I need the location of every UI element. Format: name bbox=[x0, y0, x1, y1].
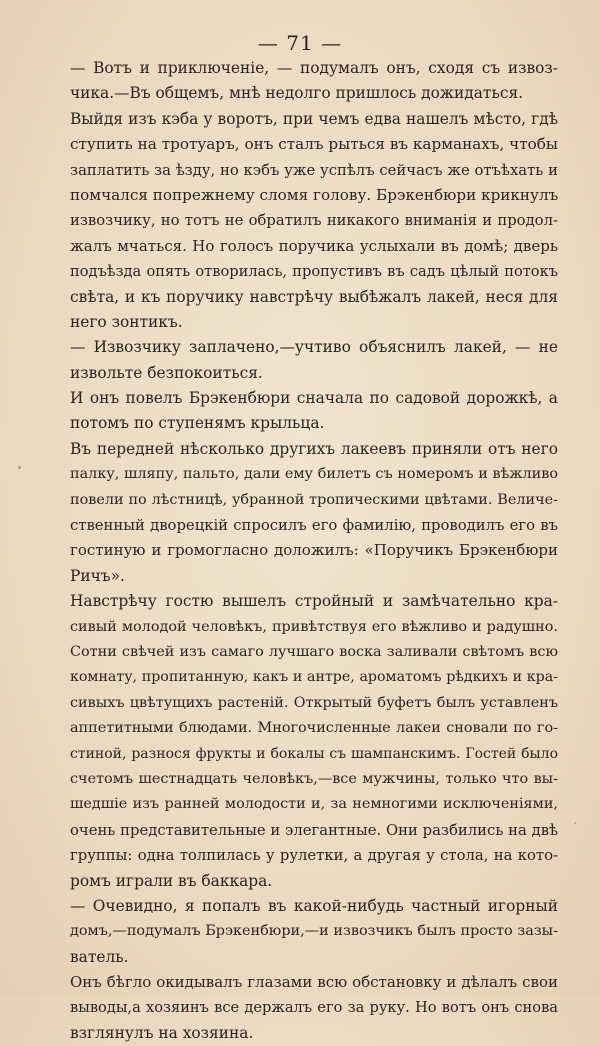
text-line: заплатить за ѣзду, но кэбъ уже успѣлъ сейчасъ же отъѣхать и bbox=[70, 161, 558, 179]
text-line: ватель. bbox=[70, 947, 129, 966]
text-line: сивый молодой человѣкъ, привѣтствуя его вѣжливо и радушно. bbox=[70, 618, 558, 635]
text-line: повели по лѣстницѣ, убранной тропическими цвѣтами. Величе- bbox=[70, 491, 558, 508]
text-line: помчался попрежнему сломя голову. Брэкенбюри крикнулъ bbox=[70, 185, 558, 204]
text-line: группы: одна толпилась у рулетки, а другая у стола, на кото- bbox=[70, 847, 558, 865]
text-line: счетомъ шестнадцать человѣкъ,—все мужчины, только что вы- bbox=[70, 770, 558, 787]
text-line: Навстрѣчу гостю вышелъ стройный и замѣчательно кра- bbox=[70, 592, 558, 611]
text-line: него зонтикъ. bbox=[70, 312, 183, 331]
text-line: извольте безпокоиться. bbox=[70, 363, 263, 382]
text-line: палку, шляпу, пальто, дали ему билетъ съ номеромъ и вѣжливо bbox=[70, 466, 558, 483]
text-line: подъѣзда опять отворилась, пропустивъ въ садъ цѣлый потокъ bbox=[70, 263, 558, 281]
text-line: чика.—Въ общемъ, мнѣ недолго пришлось дожидаться. bbox=[70, 84, 524, 103]
text-line: домъ,—подумалъ Брэкенбюри,—и извозчикъ былъ просто зазы- bbox=[70, 923, 558, 940]
text-line: — Извозчику заплачено,—учтиво объяснилъ лакей, — не bbox=[70, 338, 558, 357]
text-line: Онъ бѣгло окидывалъ глазами всю обстановку и дѣлалъ свои bbox=[70, 973, 558, 992]
text-line: И онъ повелъ Брэкенбюри сначала по садовой дорожкѣ, а bbox=[70, 389, 558, 408]
text-line: потомъ по ступенямъ крыльца. bbox=[70, 414, 325, 433]
text-line: извозчику, но тотъ не обратилъ никакого вниманія и продол- bbox=[70, 212, 558, 230]
page-number: — 71 — bbox=[257, 31, 343, 55]
text-line: гостиную и громогласно доложилъ: «Поручикъ Брэкенбюри bbox=[70, 541, 558, 560]
text-line: комнату, пропитанную, какъ и антре, ароматомъ рѣдкихъ и кра- bbox=[70, 669, 558, 686]
text-line: Выйдя изъ кэба у воротъ, при чемъ едва нашелъ мѣсто, гдѣ bbox=[70, 109, 558, 128]
text-line: Ричъ». bbox=[70, 566, 125, 585]
text-line: сивыхъ цвѣтущихъ растеній. Открытый буфетъ былъ уставленъ bbox=[70, 694, 558, 711]
text-line: Въ передней нѣсколько другихъ лакеевъ приняли отъ него bbox=[70, 439, 558, 458]
body-text bbox=[70, 56, 558, 1046]
text-line: ромъ играли въ баккара. bbox=[70, 871, 273, 890]
text-line: очень представительные и элегантные. Они разбились на двѣ bbox=[70, 821, 558, 839]
text-line: аппетитными блюдами. Многочисленные лакеи сновали по го- bbox=[70, 720, 558, 737]
text-line: взглянулъ на хозяина. bbox=[70, 1023, 254, 1042]
text-line: — Вотъ и приключеніе, — подумалъ онъ, сходя съ извоз- bbox=[70, 59, 558, 77]
text-line: стиной, разнося фрукты и бокалы съ шампанскимъ. Гостей было bbox=[70, 745, 558, 762]
paper-speck bbox=[574, 822, 576, 824]
text-line: — Очевидно, я попалъ въ какой-нибудь частный игорный bbox=[70, 896, 558, 915]
text-line: шедшіе изъ ранней молодости и, за немногими исключеніями, bbox=[70, 796, 558, 813]
paper-speck bbox=[18, 466, 21, 469]
text-line: ступить на тротуаръ, онъ сталъ рыться въ карманахъ, чтобы bbox=[70, 135, 558, 154]
text-line: Сотни свѣчей изъ самаго лучшаго воска заливали свѣтомъ всю bbox=[70, 643, 558, 660]
text-line: ственный дворецкій спросилъ его фамилію, проводилъ его въ bbox=[70, 517, 558, 535]
text-line: жалъ мчаться. Но голосъ поручика услыхали въ домѣ; дверь bbox=[70, 236, 558, 255]
text-line: свѣта, и къ поручику навстрѣчу выбѣжалъ лакей, неся для bbox=[70, 287, 558, 306]
text-line: выводы,а хозяинъ все держалъ его за руку. Но вотъ онъ снова bbox=[70, 999, 558, 1017]
